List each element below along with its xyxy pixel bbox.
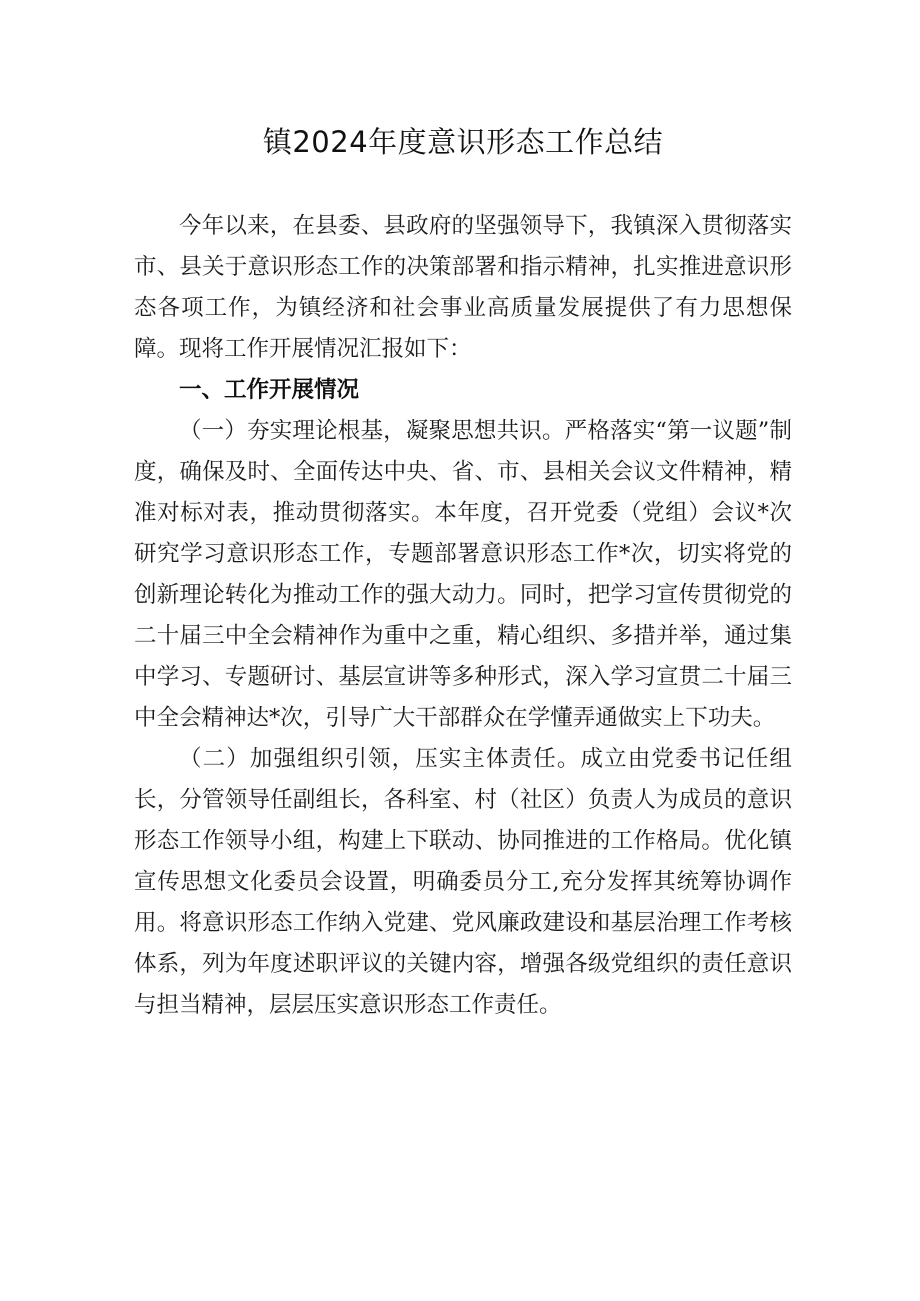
- paragraph-theory-foundation: （一）夯实理论根基，凝聚思想共识。严格落实“第一议题”制度，确保及时、全面传达中央、省、市、县相关会议文件精神，精准对标对表，推动贯彻落实。本年度，召开党委（党组）会议*次研究学习意识形态工作，专题部署意识形态工作*次，切实将党的创新理论转化为推动工作的强大动力。同时，把学习宣传贯彻党的二十届三中全会精神作为重中之重，精心组织、多措并举，通过集中学习、专题研讨、基层宣讲等多种形式，深入学习宣贯二十届三中全会精神达*次，引导广大干部群众在学懂弄通做实上下功夫。: [134, 418, 792, 731]
- section-heading-work-progress: 一、工作开展情况: [179, 377, 360, 403]
- intro-paragraph: 今年以来，在县委、县政府的坚强领导下，我镇深入贯彻落实市、县关于意识形态工作的决策部署和指示精神，扎实推进意识形态各项工作，为镇经济和社会事业高质量发展提供了有力思想保障。现将工作开展情况汇报如下：: [134, 213, 792, 362]
- paragraph-organization-leadership: （二）加强组织引领，压实主体责任。成立由党委书记任组长，分管领导任副组长，各科室、村（社区）负责人为成员的意识形态工作领导小组，构建上下联动、协同推进的工作格局。优化镇宣传思想文化委员会设置，明确委员分工,充分发挥其统筹协调作用。将意识形态工作纳入党建、党风廉政建设和基层治理工作考核体系，列为年度述职评议的关键内容，增强各级党组织的责任意识与担当精神，层层压实意识形态工作责任。: [134, 746, 792, 1018]
- document-title: 镇2024年度意识形态工作总结: [262, 125, 664, 159]
